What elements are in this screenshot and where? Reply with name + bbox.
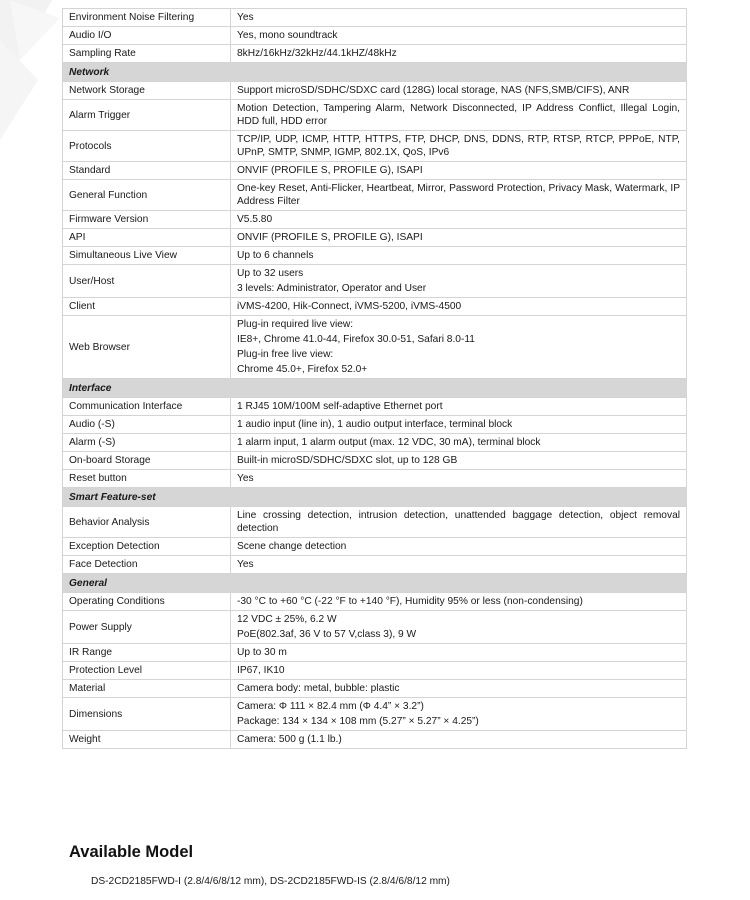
spec-label: Face Detection [63, 556, 231, 574]
section-title: Interface [63, 379, 687, 398]
spec-row [63, 9, 687, 27]
spec-value [231, 131, 687, 162]
spec-label: Network Storage [63, 82, 231, 100]
spec-value [231, 452, 687, 470]
spec-label: Client [63, 298, 231, 316]
spec-label: Protocols [63, 131, 231, 162]
spec-value-line: 8kHz/16kHz/32kHz/44.1kHZ/48kHz [237, 48, 397, 59]
spec-row [63, 644, 687, 662]
spec-label: Weight [63, 731, 231, 749]
spec-label: User/Host [63, 265, 231, 298]
spec-label: Reset button [63, 470, 231, 488]
spec-value [231, 45, 687, 63]
spec-value-line: Up to 30 m [237, 647, 287, 658]
spec-label: Sampling Rate [63, 45, 231, 63]
spec-row [63, 507, 687, 538]
spec-value-line: Package: 134 × 134 × 108 mm (5.27” × 5.27” × 4.25”) [237, 716, 479, 727]
spec-row [63, 731, 687, 749]
spec-value-line: IP67, IK10 [237, 665, 285, 676]
spec-row [63, 398, 687, 416]
spec-label: IR Range [63, 644, 231, 662]
spec-value [231, 27, 687, 45]
section-header-row [63, 574, 687, 593]
spec-value-line: Up to 6 channels [237, 250, 314, 261]
spec-row [63, 45, 687, 63]
spec-value [231, 398, 687, 416]
spec-label: Power Supply [63, 611, 231, 644]
spec-value [231, 316, 687, 379]
spec-value-line: Chrome 45.0+, Firefox 52.0+ [237, 364, 368, 375]
spec-value [231, 644, 687, 662]
spec-value [231, 265, 687, 298]
spec-value-line: Camera: 500 g (1.1 lb.) [237, 734, 342, 745]
spec-value-line: Camera body: metal, bubble: plastic [237, 683, 400, 694]
spec-value [231, 662, 687, 680]
spec-value [231, 698, 687, 731]
spec-value [231, 556, 687, 574]
spec-row [63, 593, 687, 611]
spec-row [63, 316, 687, 379]
spec-value-line: Motion Detection, Tampering Alarm, Network Disconnected, IP Address Conflict, Illegal Login, HDD full, HDD error [237, 103, 680, 127]
spec-label: General Function [63, 180, 231, 211]
spec-row [63, 100, 687, 131]
spec-value-line: PoE(802.3af, 36 V to 57 V,class 3), 9 W [237, 629, 417, 640]
spec-row [63, 452, 687, 470]
spec-value-line: 1 RJ45 10M/100M self-adaptive Ethernet port [237, 401, 443, 412]
spec-label: Protection Level [63, 662, 231, 680]
spec-value-line: Camera: Φ 111 × 82.4 mm (Φ 4.4” × 3.2”) [237, 701, 424, 712]
spec-row [63, 470, 687, 488]
available-model-list: DS-2CD2185FWD-I (2.8/4/6/8/12 mm), DS-2CD2185FWD-IS (2.8/4/6/8/12 mm) [91, 876, 450, 887]
spec-value-line: Built-in microSD/SDHC/SDXC slot, up to 128 GB [237, 455, 458, 466]
available-model-heading: Available Model [69, 843, 194, 861]
spec-row [63, 229, 687, 247]
spec-label: Audio (-S) [63, 416, 231, 434]
spec-row [63, 698, 687, 731]
spec-value [231, 100, 687, 131]
spec-value-line: 1 audio input (line in), 1 audio output interface, terminal block [237, 419, 513, 430]
spec-label: Web Browser [63, 316, 231, 379]
spec-value-line: Line crossing detection, intrusion detection, unattended baggage detection, object removal detection [237, 510, 680, 534]
spec-value-line: Plug-in free live view: [237, 349, 334, 360]
spec-label: Alarm Trigger [63, 100, 231, 131]
spec-value-line: Support microSD/SDHC/SDXC card (128G) local storage, NAS (NFS,SMB/CIFS), ANR [237, 85, 630, 96]
section-title: General [63, 574, 687, 593]
spec-label: Simultaneous Live View [63, 247, 231, 265]
spec-value-line: Scene change detection [237, 541, 347, 552]
spec-value [231, 162, 687, 180]
spec-label: Firmware Version [63, 211, 231, 229]
spec-label: Standard [63, 162, 231, 180]
spec-value-line: Up to 32 users [237, 268, 304, 279]
spec-row [63, 611, 687, 644]
spec-value-line: Yes [237, 473, 254, 484]
section-header-row [63, 488, 687, 507]
spec-value [231, 211, 687, 229]
spec-value-line: V5.5.80 [237, 214, 273, 225]
spec-row [63, 662, 687, 680]
corner-watermark-graphic [0, 0, 70, 150]
spec-value [231, 731, 687, 749]
spec-value [231, 680, 687, 698]
spec-label: Communication Interface [63, 398, 231, 416]
section-title: Smart Feature-set [63, 488, 687, 507]
spec-row [63, 131, 687, 162]
spec-value-line: ONVIF (PROFILE S, PROFILE G), ISAPI [237, 232, 423, 243]
spec-row [63, 247, 687, 265]
spec-row [63, 680, 687, 698]
section-header-row [63, 379, 687, 398]
spec-label: Material [63, 680, 231, 698]
spec-value-line: Yes, mono soundtrack [237, 30, 338, 41]
spec-value-line: iVMS-4200, Hik-Connect, iVMS-5200, iVMS-4500 [237, 301, 462, 312]
spec-row [63, 211, 687, 229]
spec-value [231, 538, 687, 556]
spec-value-line: Plug-in required live view: [237, 319, 354, 330]
spec-value-line: IE8+, Chrome 41.0-44, Firefox 30.0-51, Safari 8.0-11 [237, 334, 475, 345]
spec-row [63, 82, 687, 100]
spec-label: On-board Storage [63, 452, 231, 470]
section-header-row [63, 63, 687, 82]
spec-value-line: One-key Reset, Anti-Flicker, Heartbeat, Mirror, Password Protection, Privacy Mask, Watermark, IP Address Filter [237, 183, 680, 207]
spec-label: Alarm (-S) [63, 434, 231, 452]
spec-row [63, 265, 687, 298]
spec-value-line: 12 VDC ± 25%, 6.2 W [237, 614, 337, 625]
spec-value [231, 180, 687, 211]
specification-table [62, 8, 687, 749]
spec-value [231, 434, 687, 452]
spec-label: Operating Conditions [63, 593, 231, 611]
spec-value [231, 470, 687, 488]
spec-value [231, 298, 687, 316]
spec-value-line: 1 alarm input, 1 alarm output (max. 12 VDC, 30 mA), terminal block [237, 437, 541, 448]
spec-value [231, 229, 687, 247]
spec-label: API [63, 229, 231, 247]
spec-value-line: TCP/IP, UDP, ICMP, HTTP, HTTPS, FTP, DHCP, DNS, DDNS, RTP, RTSP, RTCP, PPPoE, NTP, UPnP, SMTP, SNMP, IGMP, 802.1X, QoS, IPv6 [237, 134, 680, 158]
spec-value [231, 611, 687, 644]
spec-value-line: Yes [237, 559, 254, 570]
spec-value [231, 416, 687, 434]
spec-value-line: 3 levels: Administrator, Operator and User [237, 283, 427, 294]
spec-label: Audio I/O [63, 27, 231, 45]
spec-row [63, 180, 687, 211]
spec-row [63, 162, 687, 180]
spec-row [63, 556, 687, 574]
spec-row [63, 298, 687, 316]
spec-label: Exception Detection [63, 538, 231, 556]
section-title: Network [63, 63, 687, 82]
spec-value-line: ONVIF (PROFILE S, PROFILE G), ISAPI [237, 165, 423, 176]
spec-row [63, 434, 687, 452]
spec-label: Behavior Analysis [63, 507, 231, 538]
spec-value-line: Yes [237, 12, 254, 23]
spec-value [231, 593, 687, 611]
spec-value-line: -30 °C to +60 °C (-22 °F to +140 °F), Humidity 95% or less (non-condensing) [237, 596, 583, 607]
spec-value [231, 507, 687, 538]
spec-row [63, 27, 687, 45]
spec-value [231, 82, 687, 100]
spec-row [63, 538, 687, 556]
spec-value [231, 9, 687, 27]
spec-value [231, 247, 687, 265]
spec-label: Environment Noise Filtering [63, 9, 231, 27]
spec-row [63, 416, 687, 434]
spec-label: Dimensions [63, 698, 231, 731]
